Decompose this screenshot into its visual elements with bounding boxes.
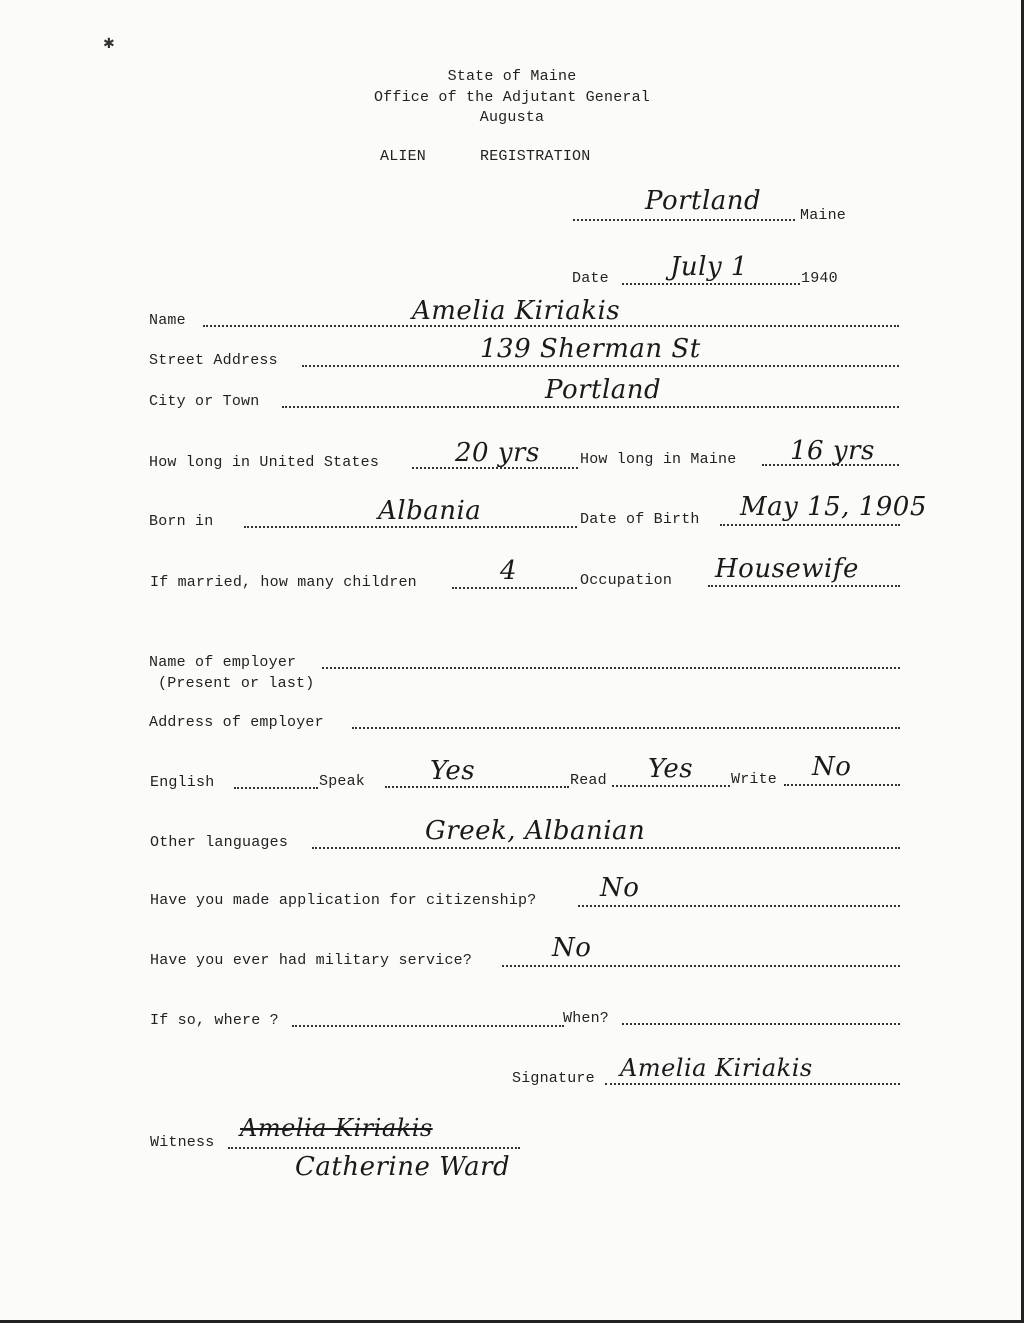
us-duration-value: 20 yrs: [455, 438, 540, 468]
signature-dots: [605, 1083, 900, 1085]
date-label: Date: [572, 270, 609, 287]
date-dots: [622, 283, 800, 285]
write-dots: [784, 784, 900, 786]
born-label: Born in: [149, 513, 214, 530]
read-label: Read: [570, 772, 607, 789]
employer-name-label: Name of employer: [149, 654, 297, 671]
dob-value: May 15, 1905: [740, 492, 927, 522]
citizenship-label: Have you made application for citizenship?: [150, 892, 537, 909]
other-languages-label: Other languages: [150, 834, 289, 851]
maine-duration-value: 16 yrs: [790, 436, 875, 466]
header-city: Augusta: [479, 109, 545, 126]
english-label: English: [150, 774, 215, 791]
city-value: Portland: [545, 375, 662, 405]
write-value: No: [812, 752, 852, 782]
military-value: No: [552, 933, 592, 963]
speak-dots: [385, 786, 569, 788]
signature-value: Amelia Kiriakis: [620, 1054, 813, 1082]
employer-address-dots: [352, 727, 900, 729]
occupation-dots: [708, 585, 900, 587]
witness-label: Witness: [150, 1134, 215, 1151]
children-dots: [452, 587, 577, 589]
when-dots: [622, 1023, 900, 1025]
english-dots: [234, 787, 318, 789]
other-languages-dots: [312, 847, 900, 849]
military-label: Have you ever had military service?: [150, 952, 473, 969]
street-dots: [302, 365, 899, 367]
city-label: City or Town: [149, 393, 260, 410]
us-duration-label: How long in United States: [149, 454, 380, 471]
name-label: Name: [149, 312, 186, 329]
date-year: 1940: [801, 270, 838, 287]
born-dots: [244, 526, 577, 528]
where-label: If so, where ?: [150, 1012, 279, 1029]
employer-address-label: Address of employer: [149, 714, 324, 731]
maine-duration-label: How long in Maine: [580, 451, 737, 468]
write-label: Write: [731, 771, 778, 788]
read-dots: [612, 785, 730, 787]
employer-name-dots: [322, 667, 900, 669]
children-value: 4: [500, 556, 518, 586]
speak-label: Speak: [319, 773, 366, 790]
place-suffix: Maine: [800, 207, 847, 224]
city-dots: [282, 406, 899, 408]
witness-value: Catherine Ward: [295, 1152, 511, 1182]
dob-label: Date of Birth: [580, 511, 700, 528]
witness-struck-value: Amelia Kiriakis: [240, 1114, 433, 1142]
where-dots: [292, 1025, 564, 1027]
occupation-value: Housewife: [715, 554, 859, 584]
signature-label: Signature: [512, 1070, 595, 1087]
other-languages-value: Greek, Albanian: [425, 816, 646, 846]
street-label: Street Address: [149, 352, 278, 369]
date-value: July 1: [670, 252, 748, 282]
street-value: 139 Sherman St: [480, 334, 701, 364]
header-state: State of Maine: [447, 68, 577, 85]
witness-dots: [228, 1147, 520, 1149]
title-registration: REGISTRATION: [480, 148, 591, 165]
when-label: When?: [563, 1010, 610, 1027]
occupation-label: Occupation: [580, 572, 673, 589]
children-label: If married, how many children: [150, 574, 417, 591]
place-dots: [573, 219, 795, 221]
read-value: Yes: [648, 754, 694, 784]
place-value: Portland: [645, 186, 762, 216]
title-alien: ALIEN: [380, 148, 427, 165]
name-value: Amelia Kiriakis: [412, 296, 621, 326]
born-value: Albania: [378, 496, 482, 526]
header-office: Office of the Adjutant General: [373, 89, 651, 106]
dob-dots: [720, 524, 900, 526]
citizenship-dots: [578, 905, 900, 907]
speak-value: Yes: [430, 756, 476, 786]
employer-name-sublabel: (Present or last): [158, 675, 315, 692]
citizenship-value: No: [600, 873, 640, 903]
military-dots: [502, 965, 900, 967]
margin-mark-icon: ✱: [103, 36, 115, 52]
